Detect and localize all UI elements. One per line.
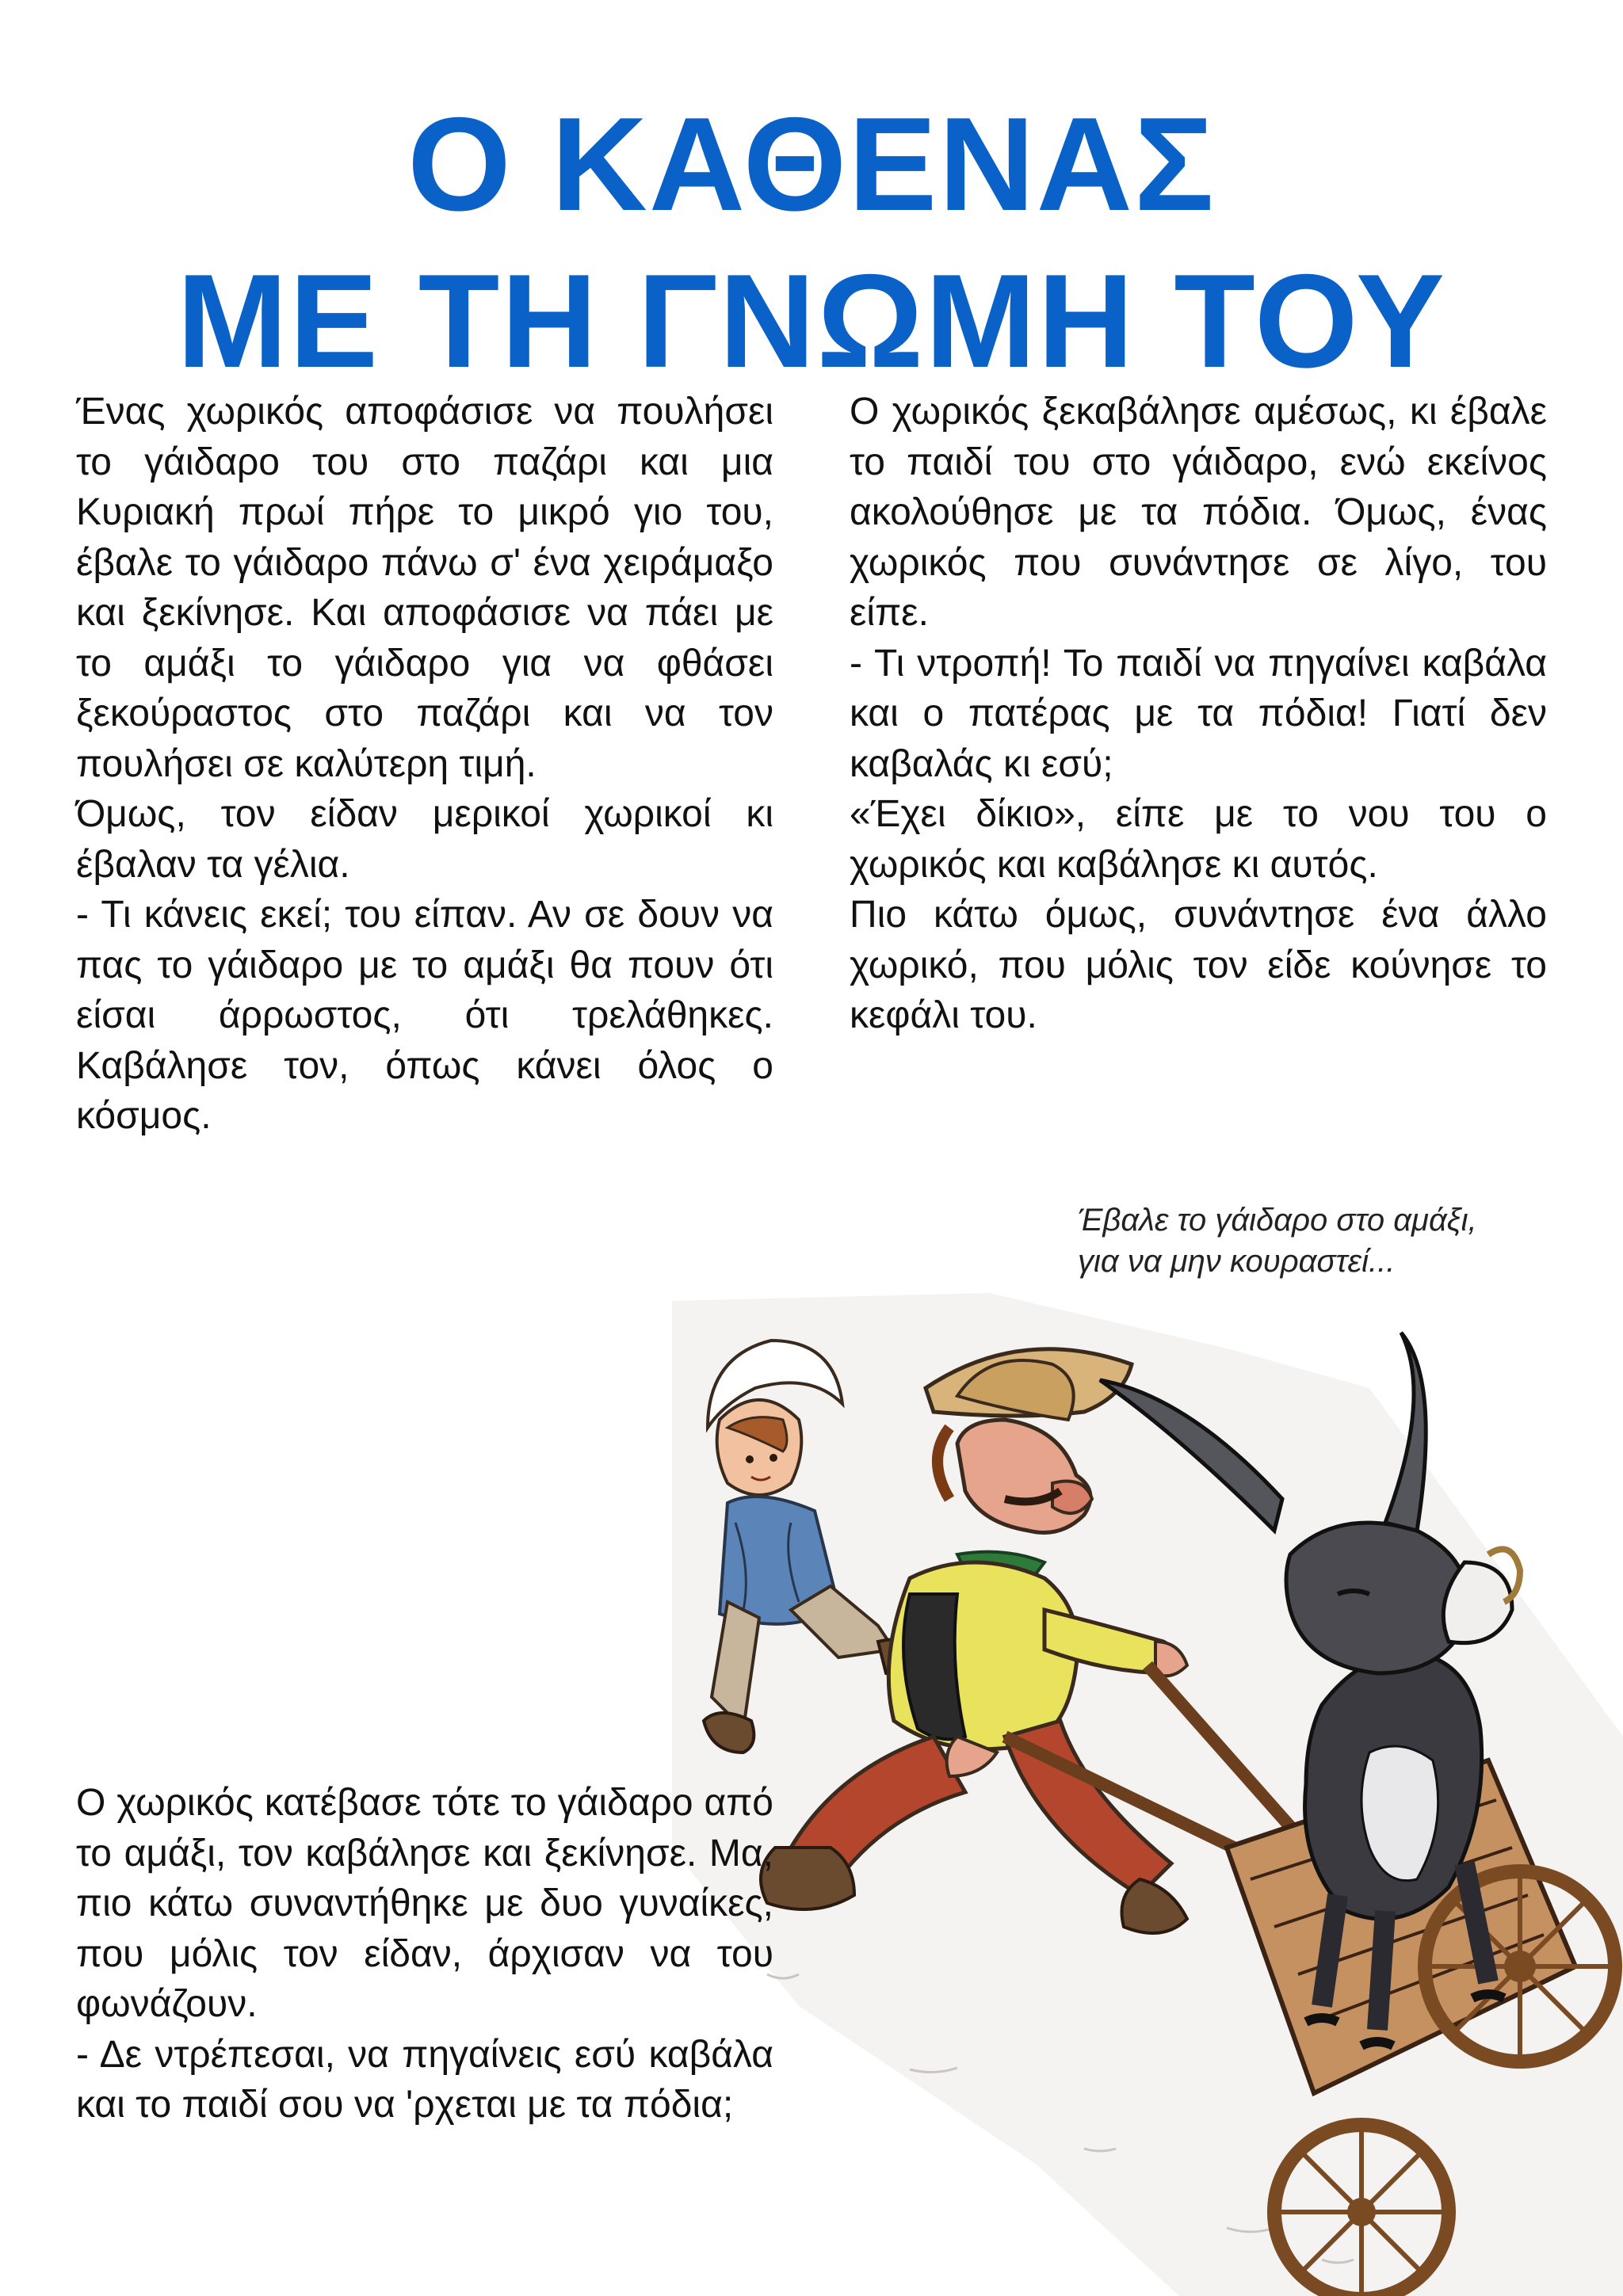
title-line-2: ΜΕ ΤΗ ΓΝΩΜΗ ΤΟΥ <box>177 246 1446 395</box>
title-line-1: Ο ΚΑΘΕΝΑΣ <box>407 90 1216 238</box>
illustration-farmer-boy-donkey-cart <box>672 1293 1623 2296</box>
paragraph: Όμως, τον είδαν μερικοί χωρικοί κι έβαλαν τα γέλια. <box>76 793 773 886</box>
paragraph: Πιο κάτω όμως, συνάντησε ένα άλλο χωρικό, που μόλις τον είδε κούνησε το κεφάλι του. <box>850 894 1547 1036</box>
paragraph: - Δε ντρέπεσαι, να πηγαίνεις εσύ καβάλα και το παιδί σου να 'ρχεται με τα πόδια; <box>76 2033 773 2126</box>
right-column-top <box>850 387 1547 1041</box>
paragraph: Ένας χωρικός αποφάσισε να πουλήσει το γάιδαρο του στο παζάρι και μια Κυριακή πρωί πήρε το μικρό γιο του, έβαλε το γάιδαρο πάνω σ' ένα χειράμαξο και ξεκίνησε. Και αποφάσισε να πάει με το αμάξι το γάιδαρο για να φθάσει ξεκούραστος στο παζάρι και να τον πουλήσει σε καλύτερη τιμή. <box>76 391 773 785</box>
left-column-top <box>76 387 773 1142</box>
paragraph: Ο χωρικός κατέβασε τότε το γάιδαρο από το αμάξι, τον καβάλησε και ξεκίνησε. Μα, πιο κάτω συναντήθηκε με δυο γυναίκες, που μόλις τον είδαν, άρχισαν να του φωνάζουν. <box>76 1782 773 2025</box>
illustration-caption <box>1078 1199 1553 1282</box>
page-title <box>0 86 1623 399</box>
caption-line-2: για να μην κουραστεί... <box>1078 1244 1396 1279</box>
paragraph: - Τι κάνεις εκεί; του είπαν. Αν σε δουν να πας το γάιδαρο με το αμάξι θα πουν ότι είσαι άρρωστος, ότι τρελάθηκες. Καβάλησε τον, όπως κάνει όλος ο κόσμος. <box>76 894 773 1137</box>
caption-line-1: Έβαλε το γάιδαρο στο αμάξι, <box>1078 1203 1477 1238</box>
paragraph: «Έχει δίκιο», είπε με το νου του ο χωρικός και καβάλησε κι αυτός. <box>850 793 1547 886</box>
paragraph: - Τι ντροπή! Το παιδί να πηγαίνει καβάλα και ο πατέρας με τα πόδια! Γιατί δεν καβαλάς κι εσύ; <box>850 642 1547 785</box>
paragraph: Ο χωρικός ξεκαβάλησε αμέσως, κι έβαλε το παιδί του στο γάιδαρο, ενώ εκείνος ακολούθησε με τα πόδια. Όμως, ένας χωρικός που συνάντησε σε λίγο, του είπε. <box>850 391 1547 634</box>
left-column-bottom <box>76 1778 773 2130</box>
